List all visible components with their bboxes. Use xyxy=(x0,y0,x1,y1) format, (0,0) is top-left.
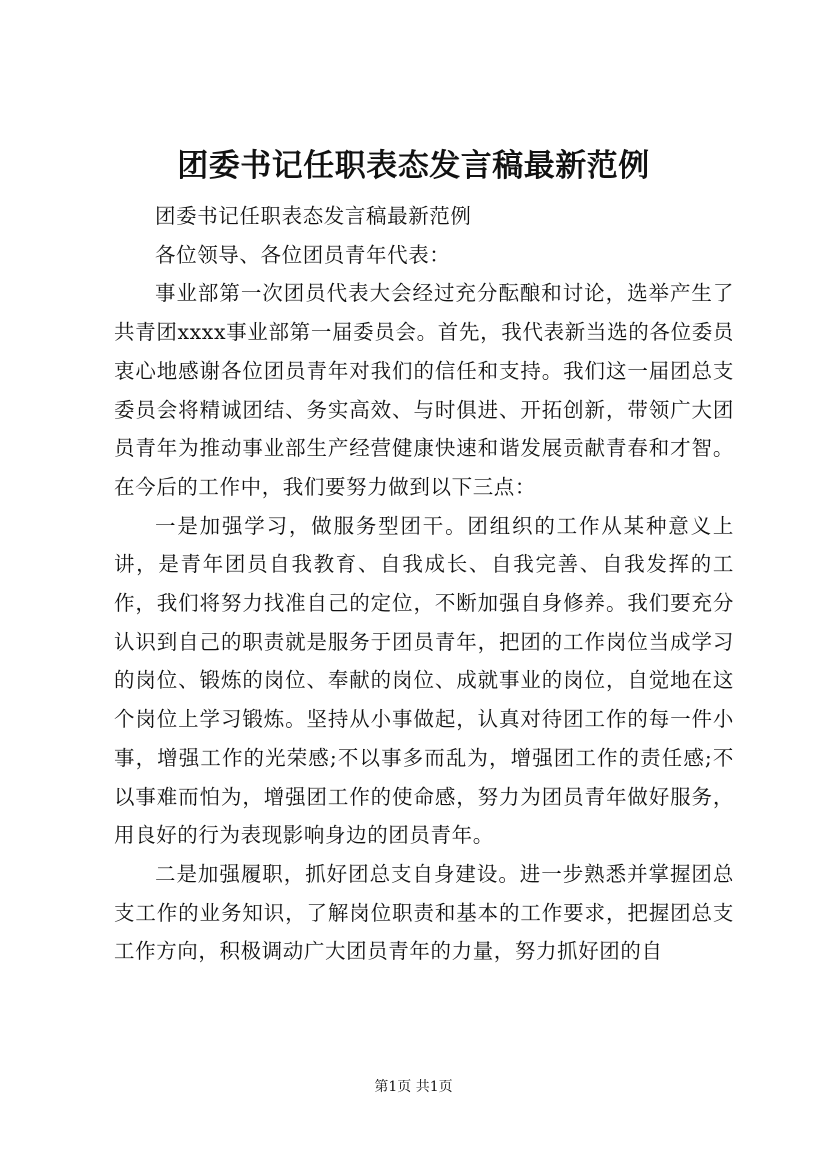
salutation-paragraph: 各位领导、各位团员青年代表： xyxy=(155,242,451,267)
document-body xyxy=(114,197,734,971)
body-paragraph: 一是加强学习，做服务型团干。团组织的工作从某种意义上讲，是青年团员自我教育、自我成长、自我完善、自我发挥的工作，我们将努力找准自己的定位，不断加强自身修养。我们要充分认识到自己的职责就是服务于团员青年，把团的工作岗位当成学习的岗位、锻炼的岗位、奉献的岗位、成就事业的岗位，自觉地在这个岗位上学习锻炼。坚持从小事做起，认真对待团工作的每一件小事，增强工作的光荣感;不以事多而乱为，增强团工作的责任感;不以事难而怕为，增强团工作的使命感，努力为团员青年做好服务，用良好的行为表现影响身边的团员青年。 xyxy=(114,513,734,848)
body-paragraph: 二是加强履职，抓好团总支自身建设。进一步熟悉并掌握团总支工作的业务知识，了解岗位职责和基本的工作要求，把握团总支工作方向，积极调动广大团员青年的力量，努力抓好团的自 xyxy=(114,861,734,964)
document-title: 团委书记任职表态发言稿最新范例 xyxy=(177,148,650,184)
body-paragraph: 事业部第一次团员代表大会经过充分酝酿和讨论，选举产生了共青团xxxx事业部第一届委员会。首先，我代表新当选的各位委员衷心地感谢各位团员青年对我们的信任和支持。我们这一届团总支委员会将精诚团结、务实高效、与时俱进、开拓创新，带领广大团员青年为推动事业部生产经营健康快速和谐发展贡献青春和才智。在今后的工作中，我们要努力做到以下三点： xyxy=(114,281,734,499)
page-number-footer: 第1页 共1页 xyxy=(374,1079,453,1095)
subtitle-paragraph: 团委书记任职表态发言稿最新范例 xyxy=(155,204,472,228)
